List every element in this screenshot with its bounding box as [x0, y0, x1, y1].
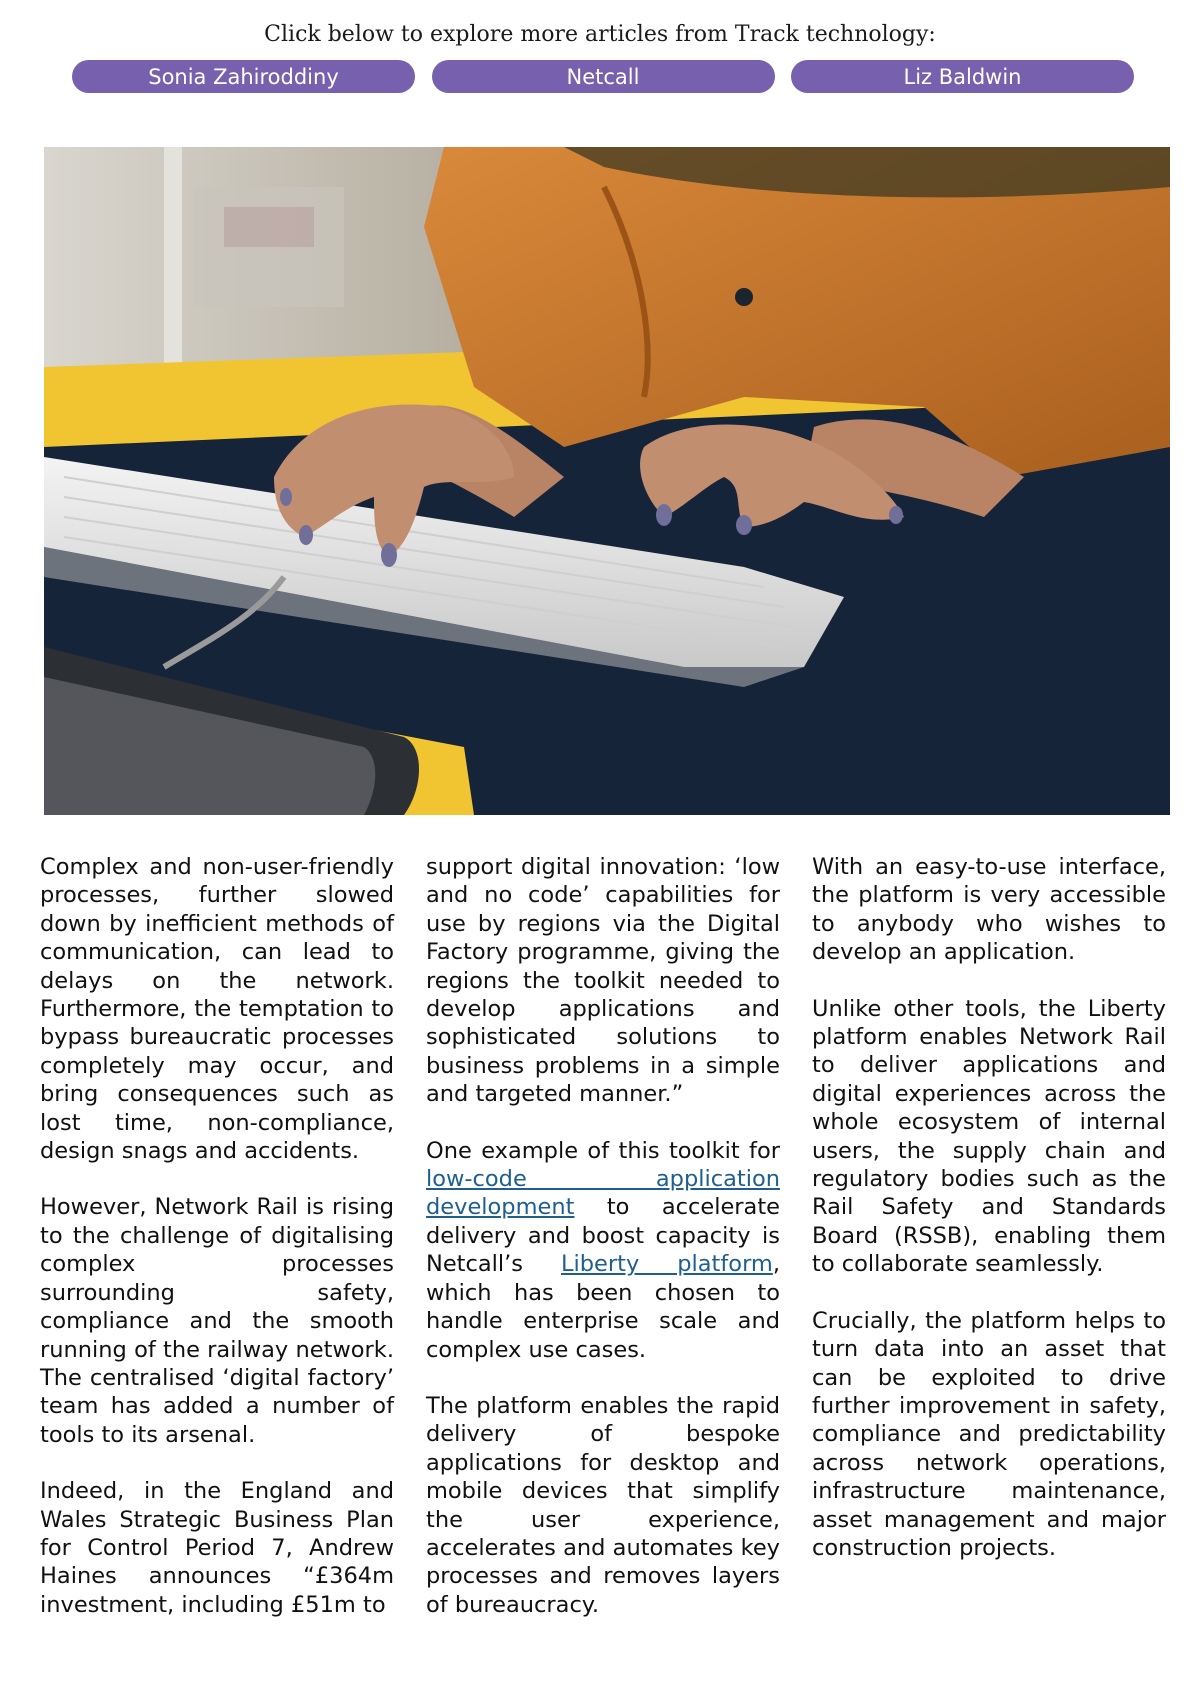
topic-buttons	[72, 60, 1134, 93]
text: to accelerate delivery and boost capacity is Netcall’s	[426, 1194, 780, 1278]
low-code-application-development-link[interactable]: low-code application development	[426, 1166, 780, 1221]
paragraph: Crucially, the platform helps to turn data into an asset that can be exploited to drive further improvement in safety, compliance and predictability across network operations, infrastructure maintenance, asset management and major construction projects.	[812, 1307, 1166, 1561]
intro-text: Click below to explore more articles from Track technology:	[264, 22, 936, 47]
topic-button-sonia-zahiroddiny[interactable]: Sonia Zahiroddiny	[72, 60, 415, 93]
nail	[381, 543, 397, 567]
paragraph: With an easy-to-use interface, the platform is very accessible to anybody who wishes to develop an application.	[812, 854, 1166, 966]
paragraph: The platform enables the rapid delivery of bespoke applications for desktop and mobile devices that simplify the user experience, accelerates and automates key processes and removes layers of bureaucracy.	[426, 1392, 780, 1618]
paragraph: Indeed, in the England and Wales Strategic Business Plan for Control Period 7, Andrew Haines announces “£364m investment, including £51m to	[40, 1478, 394, 1618]
paragraph: Unlike other tools, the Liberty platform enables Network Rail to deliver applications and digital experiences across the whole ecosystem of internal users, the supply chain and regulatory bodies such as the Rail Safety and Standards Board (RSSB), enabling them to collaborate seamlessly.	[812, 995, 1166, 1278]
text: One example of this toolkit for	[426, 1137, 780, 1164]
paragraph-with-links	[426, 1137, 780, 1364]
column-1	[40, 853, 394, 1647]
hero-illustration	[44, 147, 1170, 815]
paragraph: Complex and non-user-friendly processes, further slowed down by inefficient methods of communication, can lead to delays on the network. Furthermore, the temptation to bypass bureaucratic processes completely may occur, and bring consequences such as lost time, non-compliance, design snags and accidents.	[40, 854, 394, 1165]
article-body	[40, 853, 1166, 1647]
topic-button-liz-baldwin[interactable]: Liz Baldwin	[791, 60, 1134, 93]
column-3	[812, 853, 1166, 1647]
liberty-platform-link[interactable]: Liberty platform	[560, 1251, 773, 1278]
text: , which has been chosen to handle enterprise scale and complex use cases.	[426, 1251, 780, 1363]
topic-button-netcall[interactable]: Netcall	[432, 60, 775, 93]
column-2	[426, 853, 780, 1647]
paragraph: However, Network Rail is rising to the challenge of digitalising complex processes surrounding safety, compliance and the smooth running of the railway network. The centralised ‘digital factory’ team has added a number of tools to its arsenal.	[40, 1194, 394, 1448]
paragraph: support digital innovation: ‘low and no code’ capabilities for use by regions via the Digital Factory programme, giving the regions the toolkit needed to develop applications and sophisticated solutions to business problems in a simple and targeted manner.”	[426, 854, 780, 1108]
hero-image	[44, 147, 1170, 815]
